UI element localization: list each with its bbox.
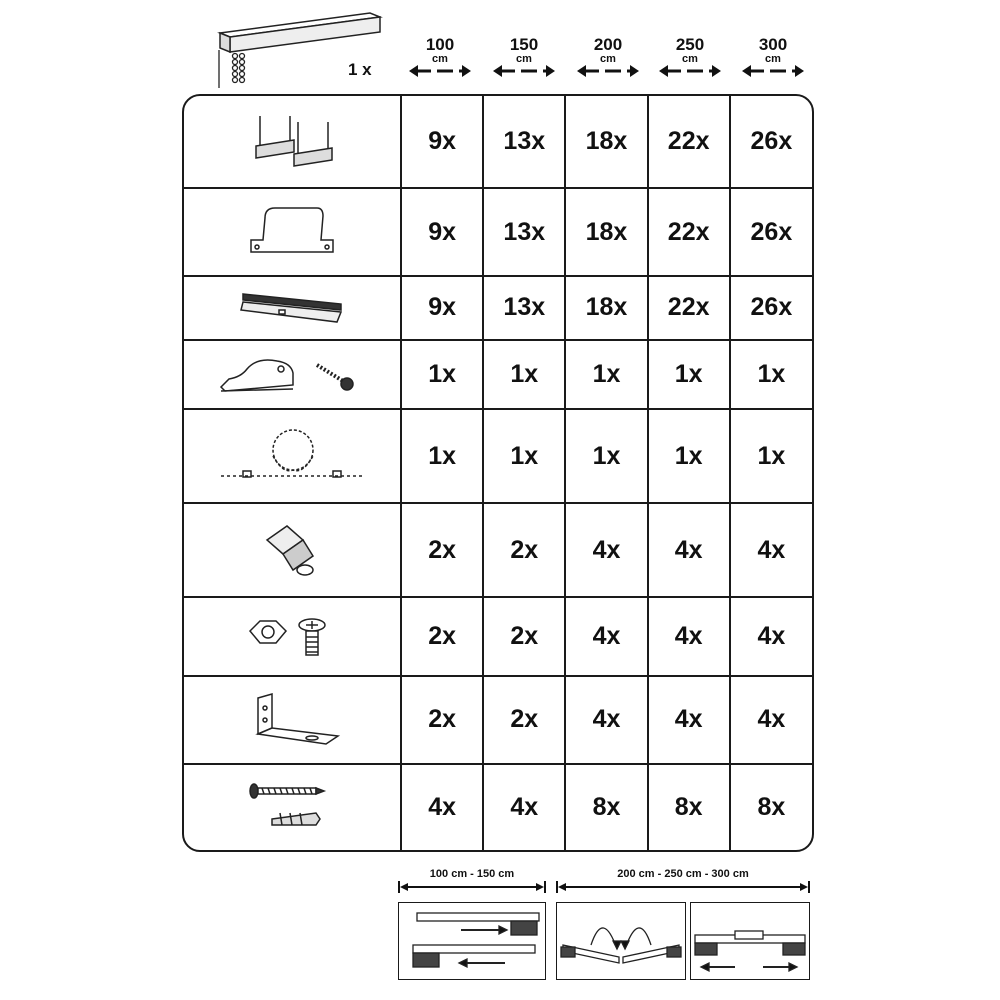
quantity-cell: 1x [565,409,647,503]
quantity-cell: 9x [401,276,483,340]
quantity-cell: 1x [483,340,565,410]
part-cell [184,503,401,597]
width-value: 150 [509,35,539,54]
quantity-cell: 8x [565,764,647,850]
quantity-cell: 4x [648,503,730,597]
quantity-cell: 1x [483,409,565,503]
quantity-cell: 9x [401,96,483,188]
quantity-cell: 1x [648,340,730,410]
quantity-cell: 26x [730,96,812,188]
quantity-cell: 1x [730,340,812,410]
table-row [184,96,812,188]
join-rail-diagram-icon [691,903,809,979]
quantity-cell: 26x [730,188,812,276]
width-value: 300 [758,35,788,54]
width-header-100 [398,36,482,77]
width-value: 250 [675,35,705,54]
screw-and-wall-plug-icon [242,779,342,835]
quantity-cell: 22x [648,96,730,188]
part-cell [184,409,401,503]
quantity-cell: 13x [483,188,565,276]
width-header-300 [731,36,815,77]
assembly-diagram-fold [556,902,686,980]
quantity-cell: 4x [401,764,483,850]
assembly-diagram-join [690,902,810,980]
assembly-range-small [398,868,546,898]
double-arrow-icon [742,65,804,77]
quantity-cell: 2x [401,597,483,676]
ceiling-clip-icon [257,520,327,580]
wall-bracket-icon [242,692,342,748]
double-arrow-icon [577,65,639,77]
quantity-cell: 18x [565,276,647,340]
table-row [184,503,812,597]
nut-and-bolt-icon [242,611,342,661]
parts-quantity-table [182,94,814,852]
part-cell [184,276,401,340]
range-label: 100 cm - 150 cm [429,868,515,880]
double-arrow-icon [659,65,721,77]
part-cell [184,96,401,188]
quantity-cell: 4x [648,597,730,676]
quantity-cell: 2x [401,676,483,764]
width-header-200 [566,36,650,77]
assembly-diagram-small [398,902,546,980]
table-row [184,276,812,340]
quantity-cell: 26x [730,276,812,340]
quantity-cell: 1x [565,340,647,410]
quantity-cell: 8x [648,764,730,850]
width-header-250 [648,36,732,77]
table-row [184,188,812,276]
quantity-cell: 4x [730,503,812,597]
width-unit: cm [600,53,616,65]
quantity-cell: 13x [483,96,565,188]
width-value: 200 [593,35,623,54]
double-arrow-icon [493,65,555,77]
slat-hanger-clip-icon [247,204,337,260]
slat-weight-pocket-icon [242,112,342,172]
quantity-cell: 1x [648,409,730,503]
width-unit: cm [682,53,698,65]
quantity-cell: 2x [401,503,483,597]
range-arrow-icon [398,881,546,893]
quantity-cell: 4x [483,764,565,850]
quantity-cell: 13x [483,276,565,340]
table-row [184,597,812,676]
quantity-cell: 2x [483,597,565,676]
quantity-cell: 4x [565,503,647,597]
width-header-150 [482,36,566,77]
headrail-quantity: 1 x [348,60,372,79]
quantity-cell: 9x [401,188,483,276]
quantity-cell: 4x [648,676,730,764]
bead-chain-icon [217,426,367,486]
quantity-cell: 18x [565,96,647,188]
width-unit: cm [765,53,781,65]
quantity-cell: 8x [730,764,812,850]
width-unit: cm [432,53,448,65]
width-unit: cm [516,53,532,65]
quantity-cell: 1x [401,409,483,503]
range-label: 200 cm - 250 cm - 300 cm [617,868,749,880]
quantity-cell: 22x [648,188,730,276]
quantity-cell: 2x [483,676,565,764]
part-cell [184,597,401,676]
quantity-cell: 22x [648,276,730,340]
table-row [184,676,812,764]
table-row [184,340,812,410]
slide-rail-diagram-icon [399,903,545,979]
weight-bar-icon [237,288,347,328]
quantity-cell: 4x [565,597,647,676]
table-row [184,764,812,850]
quantity-cell: 4x [730,676,812,764]
chain-tensioner-and-screw-icon [217,353,367,397]
part-cell [184,188,401,276]
quantity-cell: 18x [565,188,647,276]
quantity-cell: 2x [483,503,565,597]
quantity-cell: 1x [730,409,812,503]
part-cell [184,676,401,764]
part-cell [184,340,401,410]
width-value: 100 [425,35,455,54]
table-row [184,409,812,503]
assembly-range-large [556,868,810,898]
fold-rail-diagram-icon [557,903,685,979]
quantity-cell: 1x [401,340,483,410]
quantity-cell: 4x [730,597,812,676]
part-cell [184,764,401,850]
range-arrow-icon [556,881,810,893]
double-arrow-icon [409,65,471,77]
quantity-cell: 4x [565,676,647,764]
